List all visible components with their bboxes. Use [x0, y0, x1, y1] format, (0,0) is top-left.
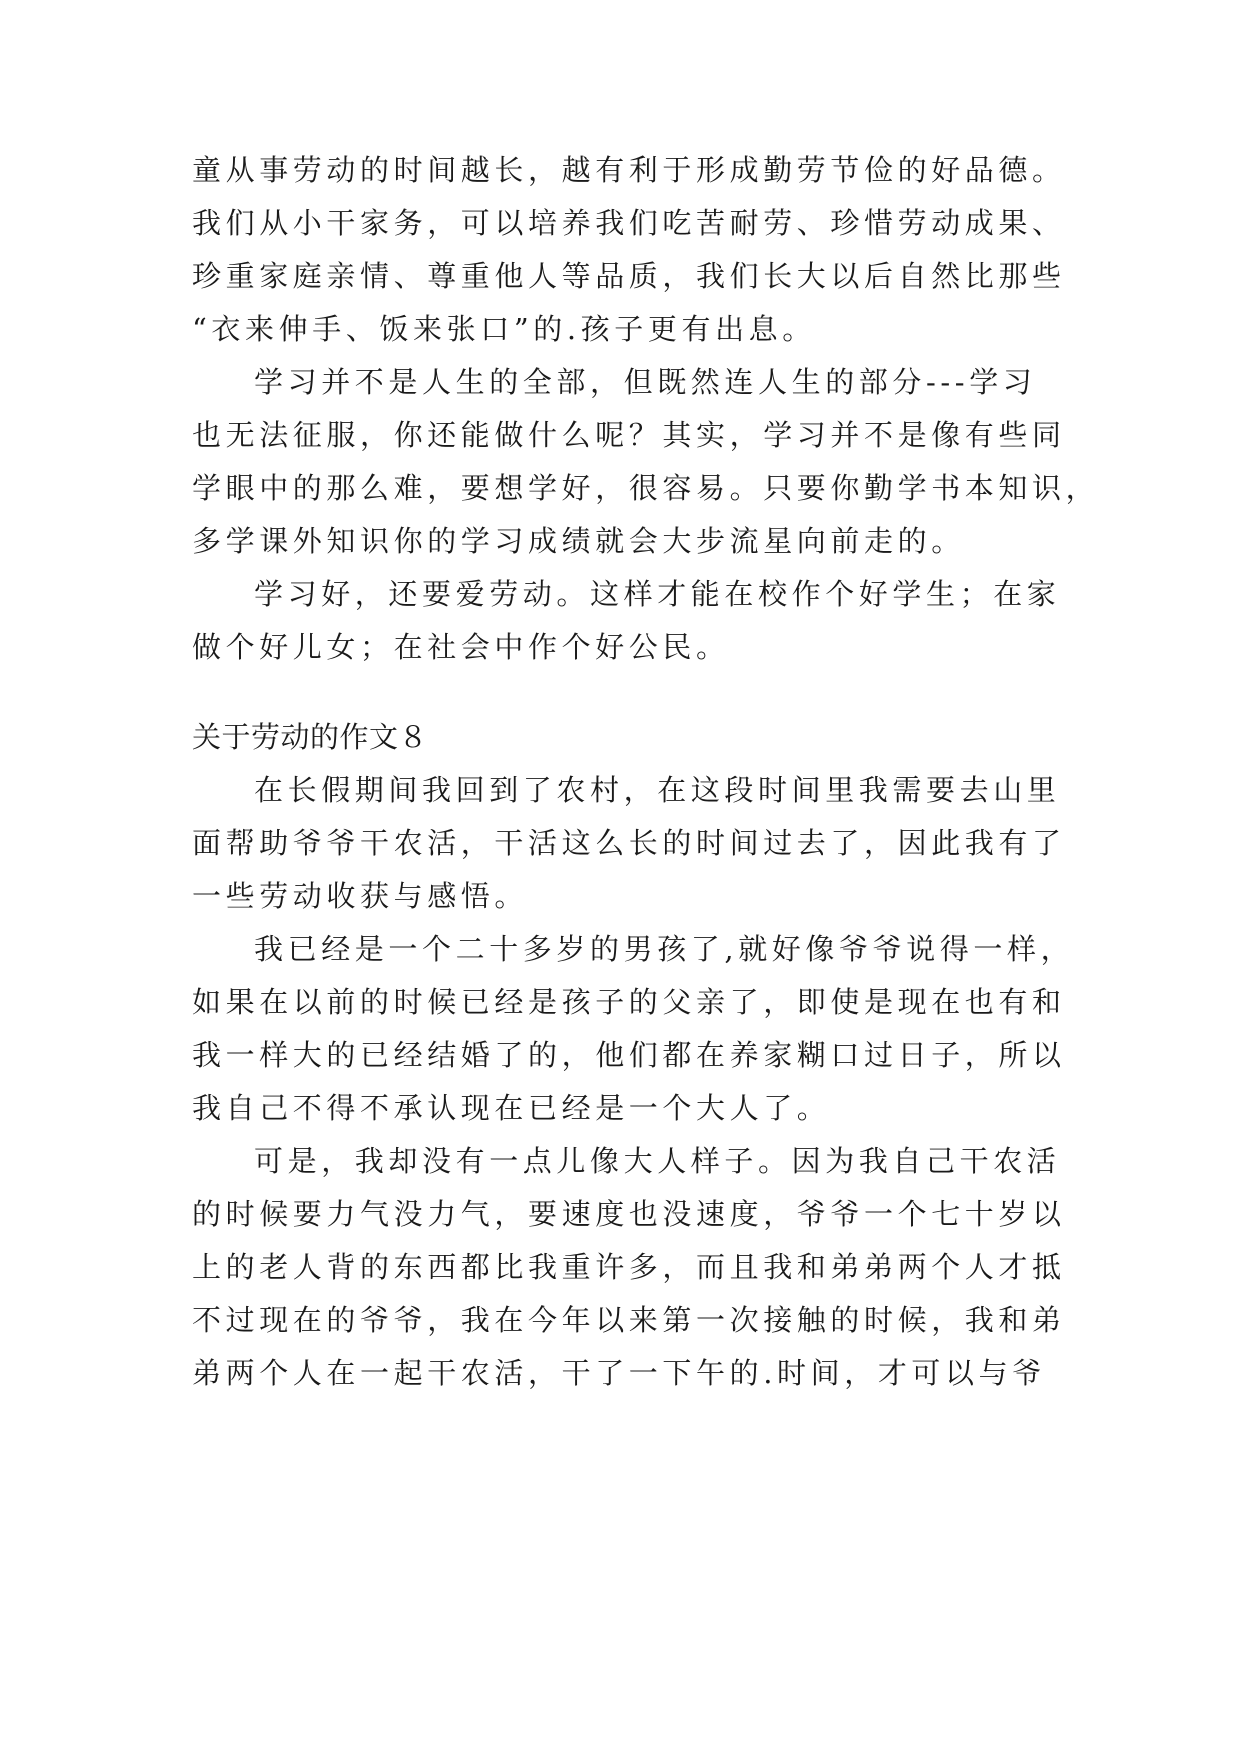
text-line: 一些劳动收获与感悟。 [192, 879, 529, 913]
text-line: 如果在以前的时候已经是孩子的父亲了，即使是现在也有和 [192, 985, 1066, 1019]
text-line: 也无法征服，你还能做什么呢？其实，学习并不是像有些同 [192, 418, 1066, 452]
text-line: 上的老人背的东西都比我重许多，而且我和弟弟两个人才抵 [192, 1250, 1066, 1284]
text-line: 我一样大的已经结婚了的，他们都在养家糊口过日子，所以 [192, 1038, 1066, 1072]
text-line: 我自己不得不承认现在已经是一个大人了。 [192, 1091, 831, 1125]
text-line: 的时候要力气没力气，要速度也没速度，爷爷一个七十岁以 [192, 1197, 1066, 1231]
text-line: “衣来伸手、饭来张口”的.孩子更有出息。 [192, 312, 816, 346]
paragraph-first-line: 我已经是一个二十多岁的男孩了,就好像爷爷说得一样， [254, 932, 1075, 966]
text-line: 不过现在的爷爷，我在今年以来第一次接触的时候，我和弟 [192, 1303, 1066, 1337]
text-line: 面帮助爷爷干农活，干活这么长的时间过去了，因此我有了 [192, 826, 1066, 860]
paragraph-first-line: 在长假期间我回到了农村，在这段时间里我需要去山里 [254, 773, 1061, 807]
text-line: 我们从小干家务，可以培养我们吃苦耐劳、珍惜劳动成果、 [192, 206, 1066, 240]
text-line: 多学课外知识你的学习成绩就会大步流星向前走的。 [192, 524, 965, 558]
text-line: 珍重家庭亲情、尊重他人等品质，我们长大以后自然比那些 [192, 259, 1066, 293]
text-line: 童从事劳动的时间越长，越有利于形成勤劳节俭的好品德。 [192, 153, 1066, 187]
text-line: 做个好儿女；在社会中作个好公民。 [192, 630, 730, 664]
paragraph-first-line: 学习并不是人生的全部，但既然连人生的部分---学习 [254, 365, 1037, 399]
section-heading: 关于劳动的作文８ [192, 720, 429, 754]
text-line: 弟两个人在一起干农活，干了一下午的.时间，才可以与爷 [192, 1356, 1046, 1390]
text-line: 学眼中的那么难，要想学好，很容易。只要你勤学书本知识， [192, 471, 1100, 505]
paragraph-first-line: 学习好，还要爱劳动。这样才能在校作个好学生；在家 [254, 577, 1061, 611]
paragraph-first-line: 可是，我却没有一点儿像大人样子。因为我自己干农活 [254, 1144, 1061, 1178]
